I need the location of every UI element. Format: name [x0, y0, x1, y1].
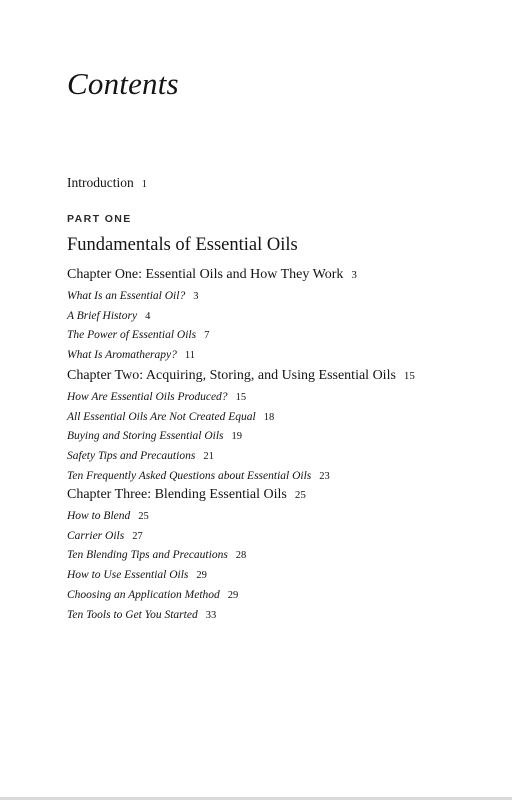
chapter-two: [67, 367, 487, 487]
toc-entry[interactable]: [67, 388, 487, 408]
part-label: PART ONE: [67, 213, 132, 225]
toc-entry[interactable]: [67, 527, 487, 547]
toc-entry-page: 1: [141, 179, 147, 190]
toc-entry[interactable]: [67, 507, 487, 527]
toc-entry-page: 28: [235, 550, 247, 562]
toc-entry-page: 29: [227, 589, 239, 601]
toc-entry[interactable]: [67, 307, 487, 327]
toc-entry-page: 23: [319, 470, 330, 482]
toc-entry-page: 18: [263, 411, 275, 423]
chapter-heading[interactable]: [67, 266, 487, 284]
toc-entry-page: 29: [196, 570, 207, 582]
toc-entry[interactable]: [67, 467, 487, 487]
page-title: Contents: [67, 66, 179, 101]
toc-entry-page: 11: [184, 350, 196, 362]
toc-entry-title: Ten Frequently Asked Questions about Essential Oils: [67, 469, 312, 482]
toc-entry-title: What Is Aromatherapy?: [67, 349, 177, 362]
toc-entry-page: 19: [231, 431, 243, 443]
toc-entry-page: 21: [203, 451, 214, 463]
chapter-title: Chapter One: Essential Oils and How They Work: [67, 267, 344, 282]
chapter-page: 15: [403, 370, 415, 382]
toc-entry-title: Ten Blending Tips and Precautions: [67, 549, 228, 562]
toc-entry-title: Choosing an Application Method: [67, 588, 220, 601]
toc-entry-title: All Essential Oils Are Not Created Equal: [67, 410, 256, 423]
toc-entry-introduction[interactable]: [67, 174, 147, 194]
toc-entry-title: Buying and Storing Essential Oils: [67, 430, 224, 443]
toc-entry[interactable]: [67, 606, 487, 626]
toc-entry-title: How Are Essential Oils Produced?: [67, 391, 228, 403]
toc-entry-page: 33: [205, 609, 217, 621]
toc-entry[interactable]: [67, 346, 487, 366]
toc-entry-title: A Brief History: [67, 309, 138, 322]
toc-entry[interactable]: [67, 586, 487, 606]
chapter-page: 3: [351, 269, 357, 281]
toc-entry-title: Safety Tips and Precautions: [67, 450, 196, 463]
chapter-page: 25: [294, 489, 306, 501]
toc-entry-page: 7: [204, 330, 210, 342]
toc-entry[interactable]: [67, 326, 487, 346]
toc-entry-title: How to Use Essential Oils: [67, 569, 189, 582]
part-title: Fundamentals of Essential Oils: [67, 235, 298, 255]
chapter-one: [67, 266, 487, 366]
toc-entry[interactable]: [67, 447, 487, 467]
toc-entry-title: The Power of Essential Oils: [67, 329, 197, 342]
toc-entry[interactable]: [67, 566, 487, 586]
toc-entry[interactable]: [67, 546, 487, 566]
toc-entry-title: Ten Tools to Get You Started: [67, 608, 198, 621]
chapter-title: Chapter Two: Acquiring, Storing, and Using Essential Oils: [67, 368, 396, 383]
toc-entry-title: Introduction: [67, 175, 134, 190]
chapter-heading[interactable]: [67, 367, 487, 385]
toc-entry[interactable]: [67, 427, 487, 447]
toc-entry-page: 3: [193, 291, 199, 302]
toc-entry-page: 27: [132, 530, 143, 542]
toc-entry[interactable]: [67, 408, 487, 428]
toc-entry-title: How to Blend: [67, 510, 131, 522]
toc-entry-page: 4: [145, 310, 151, 322]
chapter-title: Chapter Three: Blending Essential Oils: [67, 487, 287, 502]
toc-entry-page: 15: [235, 392, 247, 403]
toc-entry-title: What Is an Essential Oil?: [67, 290, 186, 302]
toc-entry-page: 25: [138, 511, 149, 522]
toc-entry[interactable]: [67, 287, 487, 307]
chapter-three: [67, 486, 487, 625]
toc-entry-title: Carrier Oils: [67, 529, 125, 542]
chapter-heading[interactable]: [67, 486, 487, 504]
